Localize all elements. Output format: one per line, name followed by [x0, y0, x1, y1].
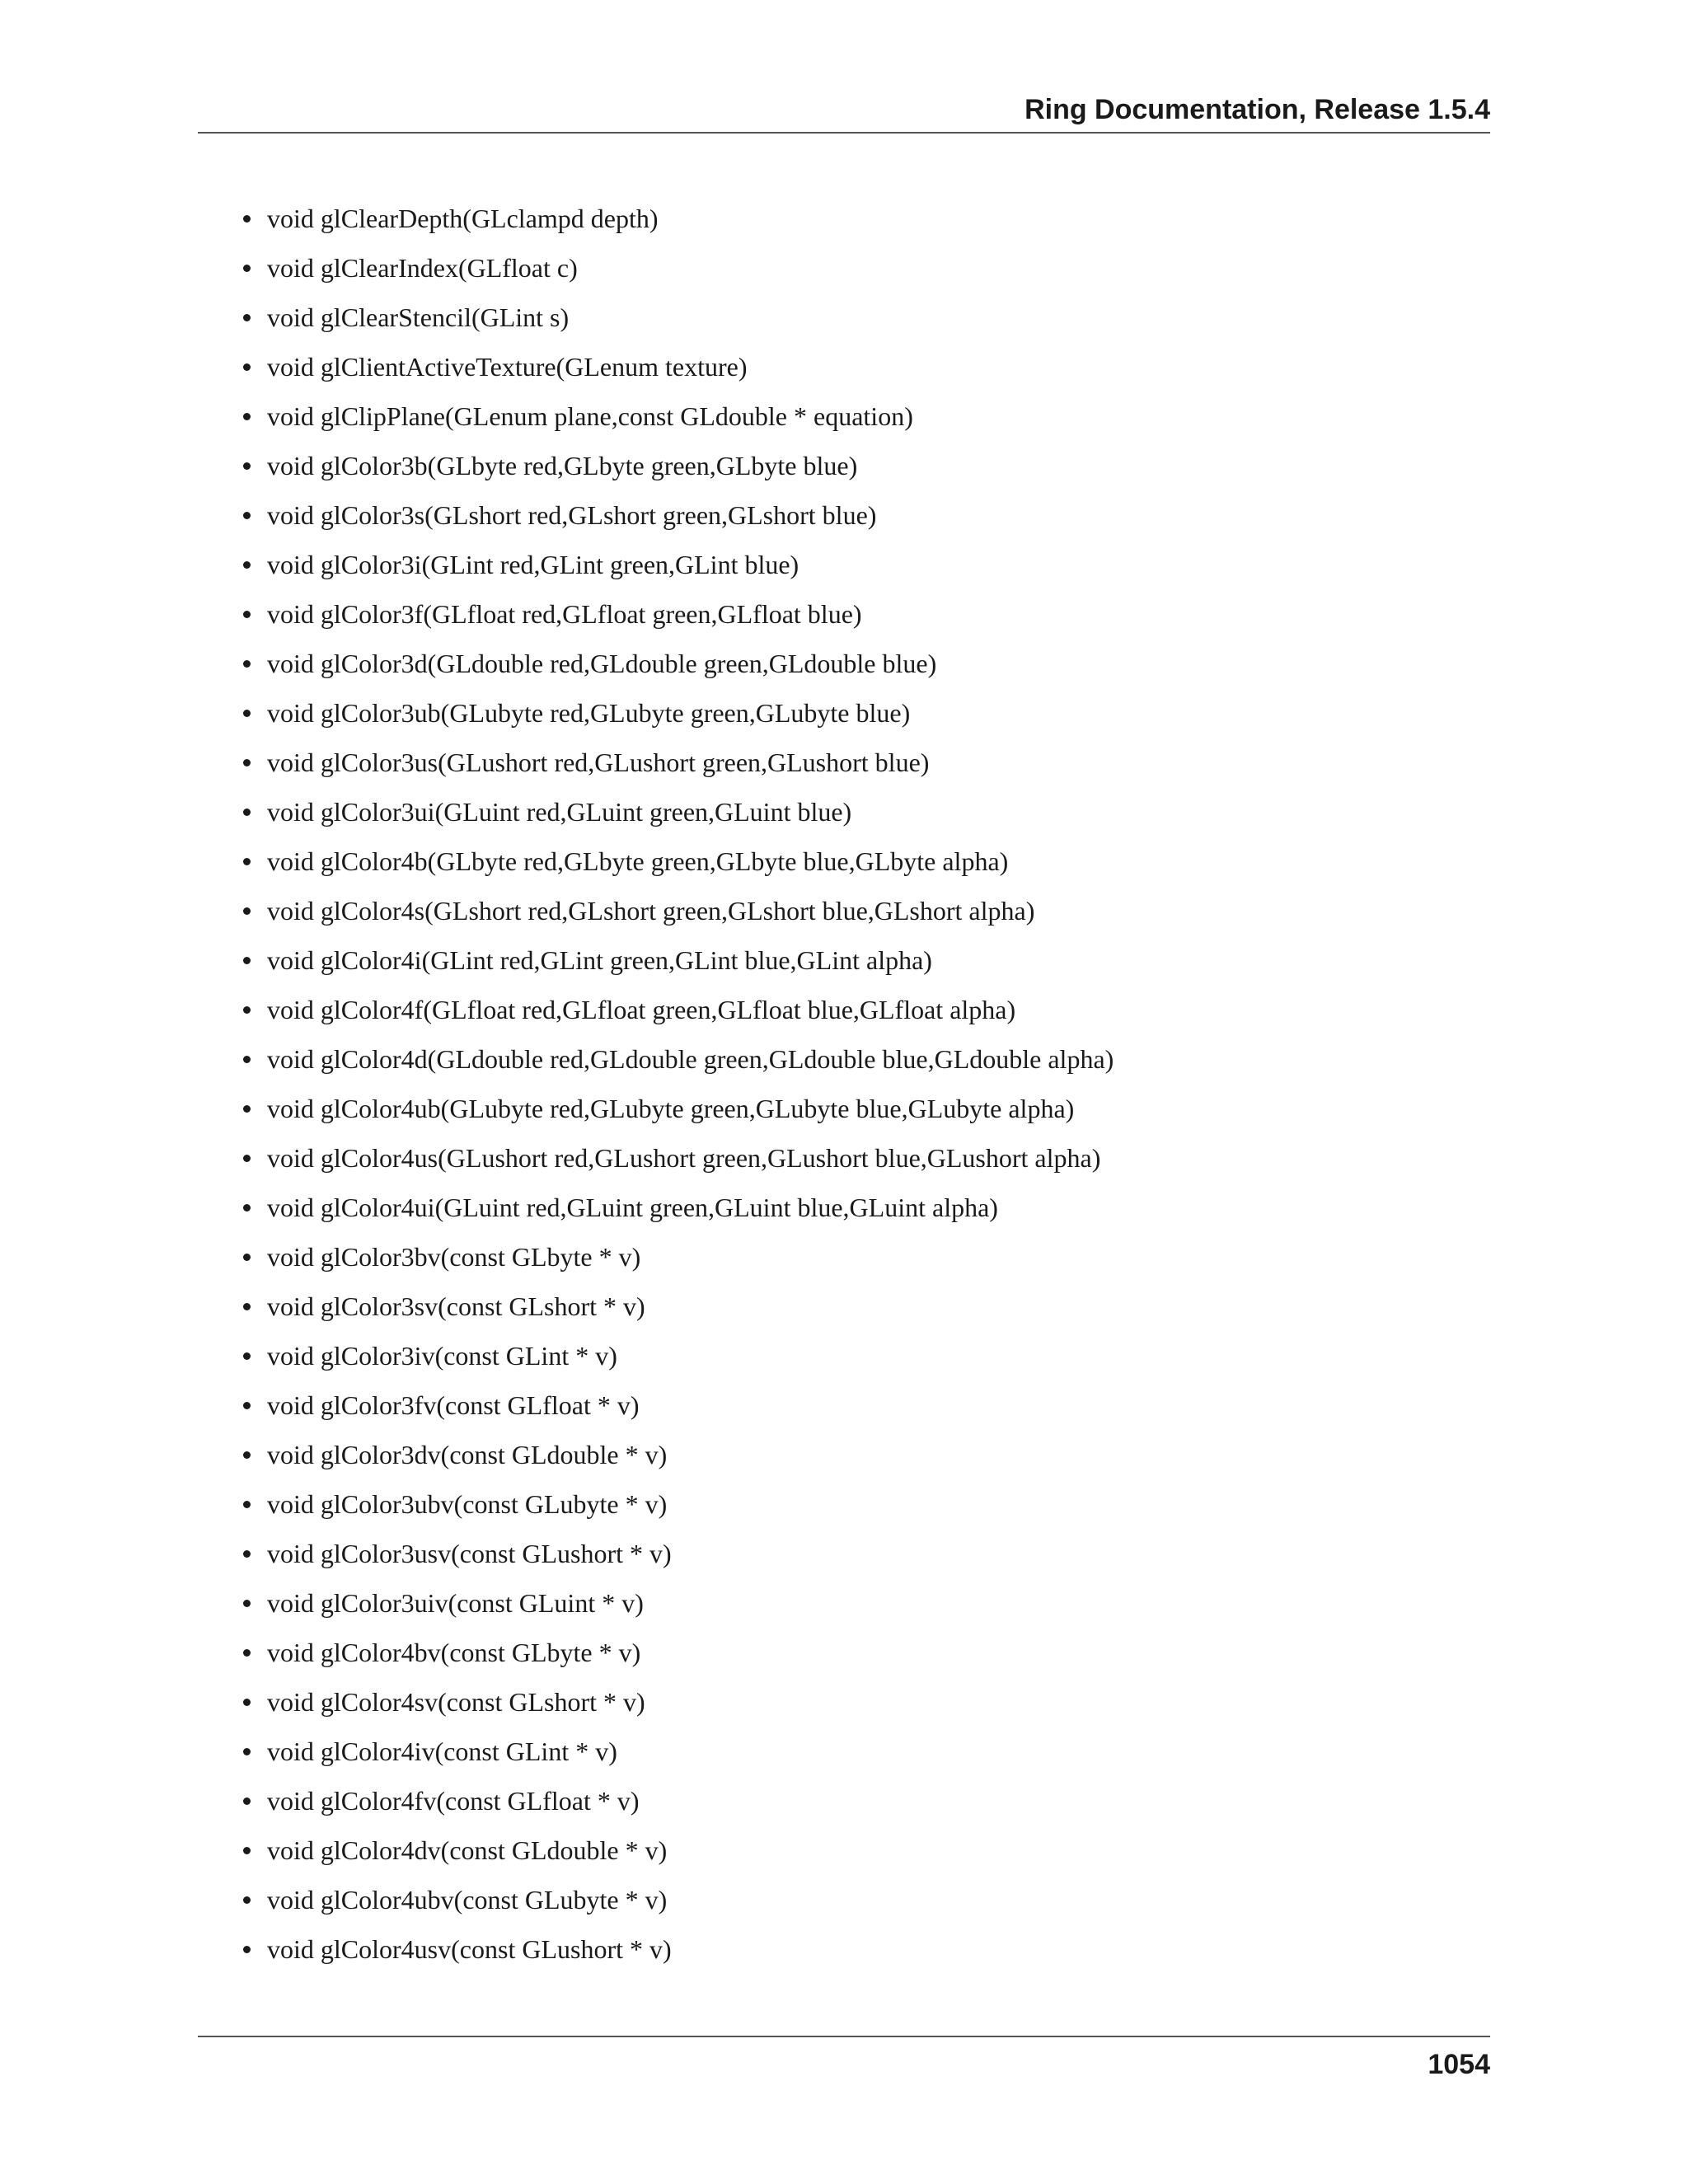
list-item — [241, 1776, 1114, 1825]
function-signature: void glClearIndex(GLfloat c) — [267, 253, 578, 283]
function-signature: void glColor3ui(GLuint red,GLuint green,GLuint blue) — [267, 797, 852, 827]
list-item — [241, 1183, 1114, 1232]
function-signature: void glColor4ui(GLuint red,GLuint green,GLuint blue,GLuint alpha) — [267, 1193, 998, 1222]
list-item — [241, 490, 1114, 540]
bullet-icon — [243, 858, 251, 865]
bullet-icon — [243, 1303, 251, 1310]
bullet-icon — [243, 1896, 251, 1904]
function-signature: void glColor4ub(GLubyte red,GLubyte green,GLubyte blue,GLubyte alpha) — [267, 1094, 1075, 1123]
bullet-icon — [243, 611, 251, 618]
list-item — [241, 639, 1114, 688]
function-signature: void glClientActiveTexture(GLenum texture) — [267, 352, 748, 382]
bullet-icon — [243, 808, 251, 816]
bullet-icon — [243, 1600, 251, 1607]
list-item — [241, 886, 1114, 935]
list-item — [241, 1282, 1114, 1331]
list-item — [241, 1331, 1114, 1380]
bullet-icon — [243, 1699, 251, 1706]
list-item — [241, 1084, 1114, 1133]
function-signature: void glClearStencil(GLint s) — [267, 302, 570, 332]
bullet-icon — [243, 1056, 251, 1063]
function-list — [241, 194, 1114, 1974]
document-title: Ring Documentation, Release 1.5.4 — [1025, 94, 1490, 125]
bullet-icon — [243, 413, 251, 420]
page-number: 1054 — [1428, 2049, 1490, 2080]
list-item — [241, 243, 1114, 293]
function-signature: void glColor3s(GLshort red,GLshort green,GLshort blue) — [267, 500, 877, 530]
bullet-icon — [243, 314, 251, 321]
function-signature: void glColor3us(GLushort red,GLushort green,GLushort blue) — [267, 748, 930, 777]
page-header — [198, 89, 1490, 134]
list-item — [241, 1578, 1114, 1628]
bullet-icon — [243, 265, 251, 272]
list-item — [241, 391, 1114, 441]
function-signature: void glColor3dv(const GLdouble * v) — [267, 1440, 668, 1469]
bullet-icon — [243, 1402, 251, 1409]
list-item — [241, 738, 1114, 787]
function-signature: void glColor4bv(const GLbyte * v) — [267, 1638, 641, 1667]
bullet-icon — [243, 512, 251, 519]
list-item — [241, 837, 1114, 886]
list-item — [241, 1677, 1114, 1727]
list-item — [241, 293, 1114, 342]
function-signature: void glColor3bv(const GLbyte * v) — [267, 1242, 641, 1272]
bullet-icon — [243, 363, 251, 371]
bullet-icon — [243, 710, 251, 717]
bullet-icon — [243, 1649, 251, 1657]
list-item — [241, 1924, 1114, 1974]
function-signature: void glColor4sv(const GLshort * v) — [267, 1687, 645, 1717]
function-signature: void glColor3sv(const GLshort * v) — [267, 1291, 645, 1321]
bullet-icon — [243, 1946, 251, 1953]
bullet-icon — [243, 561, 251, 569]
list-item — [241, 787, 1114, 837]
list-item — [241, 540, 1114, 589]
function-signature: void glColor4b(GLbyte red,GLbyte green,GLbyte blue,GLbyte alpha) — [267, 846, 1009, 876]
function-signature: void glColor4d(GLdouble red,GLdouble green,GLdouble blue,GLdouble alpha) — [267, 1044, 1114, 1074]
function-signature: void glColor4us(GLushort red,GLushort green,GLushort blue,GLushort alpha) — [267, 1143, 1101, 1173]
function-signature: void glColor4i(GLint red,GLint green,GLint blue,GLint alpha) — [267, 945, 932, 975]
bullet-icon — [243, 1105, 251, 1113]
function-signature: void glColor3iv(const GLint * v) — [267, 1341, 617, 1371]
function-signature: void glColor4ubv(const GLubyte * v) — [267, 1885, 668, 1915]
function-signature: void glColor4s(GLshort red,GLshort green,GLshort blue,GLshort alpha) — [267, 896, 1035, 926]
bullet-icon — [243, 660, 251, 668]
bullet-icon — [243, 1550, 251, 1558]
bullet-icon — [243, 1501, 251, 1508]
list-item — [241, 1727, 1114, 1776]
function-signature: void glColor3i(GLint red,GLint green,GLint blue) — [267, 550, 799, 579]
list-item — [241, 935, 1114, 985]
list-item — [241, 342, 1114, 391]
list-item — [241, 589, 1114, 639]
bullet-icon — [243, 1254, 251, 1261]
list-item — [241, 1628, 1114, 1677]
function-signature: void glColor3fv(const GLfloat * v) — [267, 1390, 640, 1420]
function-signature: void glColor3usv(const GLushort * v) — [267, 1539, 672, 1568]
function-signature: void glClipPlane(GLenum plane,const GLdouble * equation) — [267, 401, 913, 431]
bullet-icon — [243, 907, 251, 915]
list-item — [241, 1479, 1114, 1529]
bullet-icon — [243, 1748, 251, 1755]
bullet-icon — [243, 1352, 251, 1360]
bullet-icon — [243, 462, 251, 470]
function-signature: void glColor3b(GLbyte red,GLbyte green,GLbyte blue) — [267, 451, 858, 480]
function-signature: void glColor4dv(const GLdouble * v) — [267, 1835, 668, 1865]
list-item — [241, 985, 1114, 1034]
function-signature: void glClearDepth(GLclampd depth) — [267, 204, 659, 233]
function-signature: void glColor3uiv(const GLuint * v) — [267, 1588, 644, 1618]
list-item — [241, 1133, 1114, 1183]
function-signature: void glColor4fv(const GLfloat * v) — [267, 1786, 640, 1816]
function-signature: void glColor3ub(GLubyte red,GLubyte green,GLubyte blue) — [267, 698, 911, 728]
bullet-icon — [243, 957, 251, 964]
list-item — [241, 1034, 1114, 1084]
bullet-icon — [243, 1451, 251, 1459]
bullet-icon — [243, 1204, 251, 1212]
function-signature: void glColor3d(GLdouble red,GLdouble green,GLdouble blue) — [267, 649, 937, 678]
bullet-icon — [243, 1155, 251, 1162]
function-signature: void glColor4f(GLfloat red,GLfloat green,GLfloat blue,GLfloat alpha) — [267, 995, 1016, 1024]
function-signature: void glColor4usv(const GLushort * v) — [267, 1934, 672, 1964]
list-item — [241, 441, 1114, 490]
list-item — [241, 194, 1114, 243]
list-item — [241, 688, 1114, 738]
list-item — [241, 1875, 1114, 1924]
function-signature: void glColor3ubv(const GLubyte * v) — [267, 1489, 668, 1519]
function-signature: void glColor4iv(const GLint * v) — [267, 1736, 617, 1766]
bullet-icon — [243, 215, 251, 223]
bullet-icon — [243, 759, 251, 766]
list-item — [241, 1529, 1114, 1578]
list-item — [241, 1380, 1114, 1430]
list-item — [241, 1232, 1114, 1282]
list-item — [241, 1825, 1114, 1875]
bullet-icon — [243, 1797, 251, 1805]
bullet-icon — [243, 1847, 251, 1854]
list-item — [241, 1430, 1114, 1479]
page-footer — [198, 2036, 1490, 2080]
function-signature: void glColor3f(GLfloat red,GLfloat green,GLfloat blue) — [267, 599, 862, 629]
bullet-icon — [243, 1006, 251, 1014]
